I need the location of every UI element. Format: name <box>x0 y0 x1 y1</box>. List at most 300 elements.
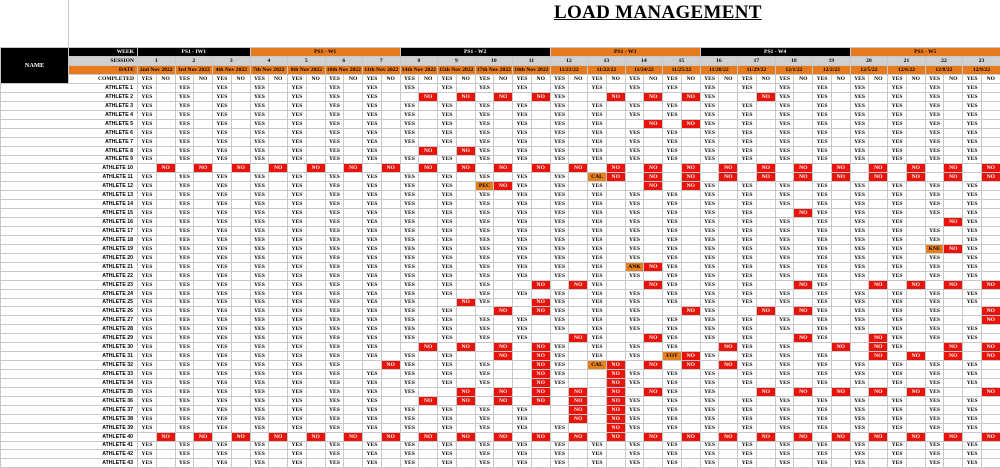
attendance-no-cell <box>156 209 175 218</box>
attendance-yes-cell: YES <box>213 119 232 128</box>
attendance-no-cell: NO <box>306 432 325 441</box>
attendance-yes-cell: YES <box>663 459 682 468</box>
attendance-no-cell <box>569 423 588 432</box>
attendance-yes-cell <box>663 164 682 173</box>
attendance-yes-cell: YES <box>250 235 269 244</box>
attendance-yes-cell: YES <box>700 253 719 262</box>
attendance-no-cell <box>869 325 888 334</box>
attendance-yes-cell: YES <box>325 334 344 343</box>
completed-no-header: NO <box>869 75 888 84</box>
attendance-no-cell <box>681 137 700 146</box>
attendance-no-cell: NO <box>419 146 438 155</box>
attendance-yes-cell: YES <box>288 325 307 334</box>
attendance-no-cell: NO <box>831 432 850 441</box>
attendance-yes-cell: YES <box>325 191 344 200</box>
attendance-yes-cell: YES <box>625 200 644 209</box>
attendance-no-cell <box>456 414 475 423</box>
attendance-no-cell <box>194 218 213 227</box>
attendance-yes-cell: YES <box>850 101 869 110</box>
attendance-yes-cell: YES <box>925 155 944 164</box>
attendance-yes-cell: YES <box>400 441 419 450</box>
attendance-yes-cell: YES <box>925 182 944 191</box>
attendance-yes-cell: YES <box>363 253 382 262</box>
attendance-no-cell: NO <box>719 173 738 182</box>
attendance-yes-cell: YES <box>363 191 382 200</box>
attendance-no-cell <box>831 155 850 164</box>
attendance-no-cell <box>606 316 625 325</box>
attendance-no-cell <box>231 155 250 164</box>
attendance-yes-cell: YES <box>400 325 419 334</box>
attendance-yes-cell <box>963 352 982 361</box>
attendance-yes-cell: YES <box>700 218 719 227</box>
attendance-no-cell: NO <box>944 352 963 361</box>
attendance-yes-cell <box>663 182 682 191</box>
attendance-yes-cell: YES <box>288 316 307 325</box>
attendance-no-cell <box>306 137 325 146</box>
attendance-no-cell <box>944 137 963 146</box>
attendance-yes-cell: YES <box>813 352 832 361</box>
attendance-yes-cell: YES <box>850 92 869 101</box>
attendance-no-cell <box>531 253 550 262</box>
attendance-no-cell <box>831 441 850 450</box>
attendance-yes-cell: YES <box>925 235 944 244</box>
attendance-no-cell <box>269 423 288 432</box>
attendance-yes-cell: YES <box>663 253 682 262</box>
attendance-no-cell: NO <box>681 173 700 182</box>
attendance-no-cell <box>419 235 438 244</box>
session-date: 11/21/22 <box>550 66 588 75</box>
attendance-yes-cell: YES <box>850 307 869 316</box>
athlete-row <box>1 209 1000 218</box>
attendance-no-cell <box>344 235 363 244</box>
attendance-yes-cell: YES <box>738 361 757 370</box>
attendance-yes-cell: YES <box>138 253 157 262</box>
attendance-yes-cell: YES <box>363 271 382 280</box>
attendance-yes-cell: YES <box>925 414 944 423</box>
attendance-yes-cell: YES <box>250 316 269 325</box>
attendance-yes-cell: YES <box>813 441 832 450</box>
attendance-no-cell <box>944 307 963 316</box>
athlete-row <box>1 155 1000 164</box>
attendance-no-cell <box>231 271 250 280</box>
attendance-no-cell <box>569 173 588 182</box>
attendance-yes-cell: YES <box>250 182 269 191</box>
attendance-no-cell <box>456 235 475 244</box>
attendance-yes-cell: YES <box>550 200 569 209</box>
attendance-yes-cell <box>475 396 494 405</box>
attendance-yes-cell: YES <box>288 441 307 450</box>
attendance-no-cell <box>194 361 213 370</box>
attendance-yes-cell: YES <box>175 101 194 110</box>
attendance-no-cell: NO <box>681 92 700 101</box>
athlete-row <box>1 316 1000 325</box>
attendance-no-cell <box>194 334 213 343</box>
attendance-no-cell <box>719 307 738 316</box>
attendance-yes-cell: YES <box>363 92 382 101</box>
attendance-no-cell <box>869 253 888 262</box>
attendance-no-cell <box>606 244 625 253</box>
attendance-no-cell: NO <box>456 146 475 155</box>
attendance-yes-cell: YES <box>138 209 157 218</box>
attendance-no-cell <box>531 137 550 146</box>
attendance-no-cell: NO <box>569 414 588 423</box>
attendance-yes-cell: YES <box>325 441 344 450</box>
attendance-no-cell: NO <box>981 343 1000 352</box>
athlete-name: ATHLETE 39 <box>1 423 138 432</box>
attendance-no-cell <box>756 137 775 146</box>
attendance-yes-cell: YES <box>513 227 532 236</box>
attendance-yes-cell: YES <box>400 262 419 271</box>
attendance-no-cell <box>681 262 700 271</box>
attendance-no-cell <box>494 200 513 209</box>
attendance-no-cell <box>531 423 550 432</box>
attendance-yes-cell <box>738 92 757 101</box>
attendance-no-cell: NO <box>681 119 700 128</box>
attendance-no-cell <box>531 325 550 334</box>
session-number: 8 <box>400 57 438 66</box>
attendance-no-cell <box>344 396 363 405</box>
attendance-no-cell <box>419 405 438 414</box>
attendance-yes-cell <box>850 173 869 182</box>
attendance-no-cell: NO <box>944 173 963 182</box>
attendance-yes-cell: YES <box>625 289 644 298</box>
attendance-yes-cell: YES <box>288 235 307 244</box>
attendance-no-cell <box>681 370 700 379</box>
attendance-no-cell <box>794 396 813 405</box>
athlete-name: ATHLETE 38 <box>1 414 138 423</box>
attendance-no-cell <box>381 110 400 119</box>
attendance-yes-cell: YES <box>963 414 982 423</box>
attendance-no-cell <box>381 307 400 316</box>
attendance-no-cell: NO <box>531 298 550 307</box>
attendance-yes-cell: YES <box>588 441 607 450</box>
athlete-row <box>1 280 1000 289</box>
attendance-no-cell: NO <box>644 92 663 101</box>
attendance-yes-cell: YES <box>813 253 832 262</box>
attendance-yes-cell: YES <box>700 423 719 432</box>
attendance-yes-cell: YES <box>288 271 307 280</box>
attendance-yes-cell: YES <box>213 343 232 352</box>
attendance-no-cell <box>756 459 775 468</box>
attendance-yes-cell: YES <box>625 244 644 253</box>
attendance-yes-cell: YES <box>738 84 757 93</box>
attendance-yes-cell: YES <box>363 423 382 432</box>
attendance-yes-cell: YES <box>888 289 907 298</box>
attendance-yes-cell: YES <box>513 128 532 137</box>
attendance-no-cell <box>869 423 888 432</box>
attendance-yes-cell: YES <box>550 441 569 450</box>
attendance-no-cell <box>794 423 813 432</box>
session-number: 15 <box>663 57 701 66</box>
completed-no-header: NO <box>644 75 663 84</box>
athlete-row <box>1 182 1000 191</box>
attendance-no-cell <box>719 405 738 414</box>
attendance-no-cell <box>869 209 888 218</box>
attendance-yes-cell: YES <box>213 244 232 253</box>
attendance-yes-cell: YES <box>550 84 569 93</box>
attendance-yes-cell: YES <box>138 155 157 164</box>
attendance-yes-cell: YES <box>738 271 757 280</box>
attendance-no-cell <box>644 191 663 200</box>
attendance-no-cell <box>644 271 663 280</box>
attendance-no-cell <box>381 119 400 128</box>
attendance-no-cell: NO <box>944 432 963 441</box>
attendance-yes-cell: YES <box>475 235 494 244</box>
attendance-yes-cell: YES <box>138 334 157 343</box>
attendance-yes-cell: YES <box>138 459 157 468</box>
attendance-yes-cell: YES <box>813 235 832 244</box>
session-number: 4 <box>250 57 288 66</box>
attendance-no-cell <box>831 361 850 370</box>
attendance-yes-cell <box>775 173 794 182</box>
attendance-no-cell <box>156 289 175 298</box>
attendance-yes-cell: YES <box>400 173 419 182</box>
attendance-no-cell <box>344 405 363 414</box>
attendance-no-cell <box>344 262 363 271</box>
attendance-no-cell <box>531 262 550 271</box>
attendance-no-cell <box>381 218 400 227</box>
attendance-no-cell <box>456 423 475 432</box>
attendance-no-cell <box>381 173 400 182</box>
attendance-no-cell <box>756 298 775 307</box>
attendance-yes-cell: YES <box>700 146 719 155</box>
attendance-no-cell <box>156 334 175 343</box>
attendance-no-cell <box>456 361 475 370</box>
attendance-yes-cell <box>813 164 832 173</box>
attendance-no-cell <box>831 378 850 387</box>
attendance-no-cell <box>494 298 513 307</box>
attendance-yes-cell <box>925 352 944 361</box>
attendance-yes-cell: YES <box>288 253 307 262</box>
attendance-yes-cell: YES <box>175 119 194 128</box>
attendance-no-cell <box>606 218 625 227</box>
attendance-no-cell: NO <box>569 405 588 414</box>
attendance-no-cell <box>719 101 738 110</box>
attendance-yes-cell: YES <box>588 137 607 146</box>
attendance-no-cell <box>944 155 963 164</box>
attendance-no-cell: NO <box>456 92 475 101</box>
attendance-no-cell <box>306 155 325 164</box>
attendance-yes-cell: YES <box>513 450 532 459</box>
attendance-yes-cell: YES <box>850 253 869 262</box>
attendance-no-cell <box>306 262 325 271</box>
attendance-no-cell <box>606 128 625 137</box>
attendance-no-cell <box>494 325 513 334</box>
completed-yes-header: YES <box>888 75 907 84</box>
attendance-no-cell: NO <box>419 164 438 173</box>
attendance-yes-cell: YES <box>175 84 194 93</box>
attendance-no-cell <box>231 227 250 236</box>
attendance-yes-cell: YES <box>288 92 307 101</box>
attendance-yes-cell <box>738 387 757 396</box>
attendance-no-cell <box>344 92 363 101</box>
attendance-yes-cell: YES <box>213 450 232 459</box>
attendance-no-cell <box>344 110 363 119</box>
attendance-no-cell <box>306 405 325 414</box>
athlete-row <box>1 253 1000 262</box>
attendance-no-cell <box>381 92 400 101</box>
attendance-yes-cell: YES <box>925 334 944 343</box>
completed-yes-header: YES <box>850 75 869 84</box>
athlete-name: ATHLETE 28 <box>1 325 138 334</box>
attendance-yes-cell: YES <box>738 262 757 271</box>
attendance-no-cell <box>531 334 550 343</box>
attendance-no-cell <box>794 405 813 414</box>
athlete-row <box>1 119 1000 128</box>
attendance-no-cell <box>494 271 513 280</box>
attendance-yes-cell: YES <box>738 316 757 325</box>
attendance-yes-cell: YES <box>138 370 157 379</box>
completed-yes-header: YES <box>213 75 232 84</box>
attendance-no-cell <box>344 101 363 110</box>
attendance-no-cell <box>494 84 513 93</box>
attendance-yes-cell: YES <box>438 325 457 334</box>
attendance-yes-cell: YES <box>175 361 194 370</box>
attendance-no-cell <box>944 146 963 155</box>
attendance-no-cell <box>156 262 175 271</box>
attendance-yes-cell: YES <box>363 182 382 191</box>
attendance-no-cell <box>194 84 213 93</box>
attendance-no-cell: NO <box>644 262 663 271</box>
attendance-yes-cell: YES <box>250 244 269 253</box>
attendance-no-cell <box>944 423 963 432</box>
attendance-yes-cell: YES <box>663 146 682 155</box>
attendance-yes-cell: YES <box>625 316 644 325</box>
athlete-row <box>1 227 1000 236</box>
attendance-yes-cell: YES <box>850 128 869 137</box>
attendance-yes-cell: YES <box>663 191 682 200</box>
attendance-yes-cell: YES <box>963 370 982 379</box>
attendance-no-cell <box>344 227 363 236</box>
attendance-yes-cell: YES <box>475 441 494 450</box>
attendance-yes-cell: YES <box>138 414 157 423</box>
attendance-no-cell <box>531 218 550 227</box>
attendance-yes-cell: YES <box>363 352 382 361</box>
attendance-yes-cell: YES <box>400 244 419 253</box>
attendance-no-cell <box>719 209 738 218</box>
attendance-yes-cell <box>888 387 907 396</box>
attendance-yes-cell: YES <box>513 414 532 423</box>
attendance-no-cell <box>869 155 888 164</box>
attendance-no-cell <box>869 218 888 227</box>
session-number: 7 <box>363 57 401 66</box>
attendance-no-cell <box>944 101 963 110</box>
attendance-yes-cell: YES <box>738 450 757 459</box>
attendance-yes-cell: YES <box>213 173 232 182</box>
attendance-yes-cell: YES <box>325 101 344 110</box>
attendance-yes-cell: YES <box>250 325 269 334</box>
attendance-no-cell: NO <box>981 432 1000 441</box>
attendance-yes-cell: YES <box>213 289 232 298</box>
attendance-yes-cell: YES <box>138 441 157 450</box>
attendance-no-cell <box>756 423 775 432</box>
attendance-no-cell <box>381 289 400 298</box>
attendance-yes-cell <box>663 92 682 101</box>
attendance-yes-cell: YES <box>363 334 382 343</box>
attendance-no-cell <box>494 280 513 289</box>
attendance-no-cell <box>269 218 288 227</box>
attendance-yes-cell <box>588 387 607 396</box>
athlete-name: ATHLETE 18 <box>1 235 138 244</box>
attendance-no-cell <box>194 244 213 253</box>
session-date: 14th Nov 2022 <box>400 66 438 75</box>
athlete-row <box>1 325 1000 334</box>
attendance-yes-cell: YES <box>813 84 832 93</box>
attendance-yes-cell <box>625 164 644 173</box>
athlete-name: ATHLETE 34 <box>1 378 138 387</box>
attendance-no-cell <box>231 84 250 93</box>
attendance-no-cell: NO <box>531 280 550 289</box>
attendance-yes-cell: YES <box>400 459 419 468</box>
attendance-yes-cell: YES <box>213 352 232 361</box>
athlete-name: ATHLETE 24 <box>1 289 138 298</box>
attendance-yes-cell <box>513 387 532 396</box>
attendance-yes-cell: YES <box>663 441 682 450</box>
attendance-no-cell <box>306 218 325 227</box>
attendance-yes-cell: YES <box>438 450 457 459</box>
athlete-row <box>1 191 1000 200</box>
attendance-yes-cell: YES <box>663 343 682 352</box>
attendance-yes-cell <box>475 307 494 316</box>
attendance-no-cell <box>831 316 850 325</box>
attendance-yes-cell: YES <box>775 459 794 468</box>
attendance-yes-cell: YES <box>888 218 907 227</box>
attendance-yes-cell: YES <box>363 137 382 146</box>
athlete-row <box>1 146 1000 155</box>
attendance-yes-cell: YES <box>925 110 944 119</box>
attendance-no-cell <box>194 209 213 218</box>
attendance-yes-cell: YES <box>813 361 832 370</box>
attendance-yes-cell: YES <box>738 378 757 387</box>
attendance-yes-cell: YES <box>250 262 269 271</box>
attendance-no-cell: NO <box>869 164 888 173</box>
attendance-no-cell: NO <box>644 334 663 343</box>
attendance-yes-cell: YES <box>513 405 532 414</box>
attendance-no-cell <box>156 244 175 253</box>
attendance-no-cell <box>531 200 550 209</box>
attendance-yes-cell: YES <box>550 209 569 218</box>
attendance-no-cell <box>344 307 363 316</box>
attendance-yes-cell: YES <box>625 414 644 423</box>
session-number: 18 <box>775 57 813 66</box>
attendance-yes-cell: YES <box>513 459 532 468</box>
attendance-no-cell <box>194 370 213 379</box>
attendance-no-cell <box>681 191 700 200</box>
attendance-yes-cell: YES <box>550 92 569 101</box>
completed-no-header: NO <box>981 75 1000 84</box>
attendance-yes-cell: YES <box>625 352 644 361</box>
attendance-yes-cell: YES <box>813 182 832 191</box>
attendance-yes-cell: YES <box>288 459 307 468</box>
attendance-no-cell <box>194 343 213 352</box>
athlete-name: ATHLETE 43 <box>1 459 138 468</box>
attendance-yes-cell: YES <box>138 110 157 119</box>
attendance-yes-cell <box>850 352 869 361</box>
attendance-yes-cell: YES <box>738 101 757 110</box>
attendance-no-cell <box>306 459 325 468</box>
attendance-yes-cell: YES <box>700 307 719 316</box>
attendance-yes-cell: YES <box>963 396 982 405</box>
attendance-no-cell <box>644 128 663 137</box>
attendance-no-cell <box>381 441 400 450</box>
attendance-yes-cell: YES <box>700 325 719 334</box>
attendance-yes-cell: YES <box>588 200 607 209</box>
athlete-row <box>1 423 1000 432</box>
attendance-no-cell: NO <box>681 352 700 361</box>
attendance-yes-cell: YES <box>325 227 344 236</box>
attendance-yes-cell: YES <box>175 441 194 450</box>
attendance-yes-cell: YES <box>363 235 382 244</box>
